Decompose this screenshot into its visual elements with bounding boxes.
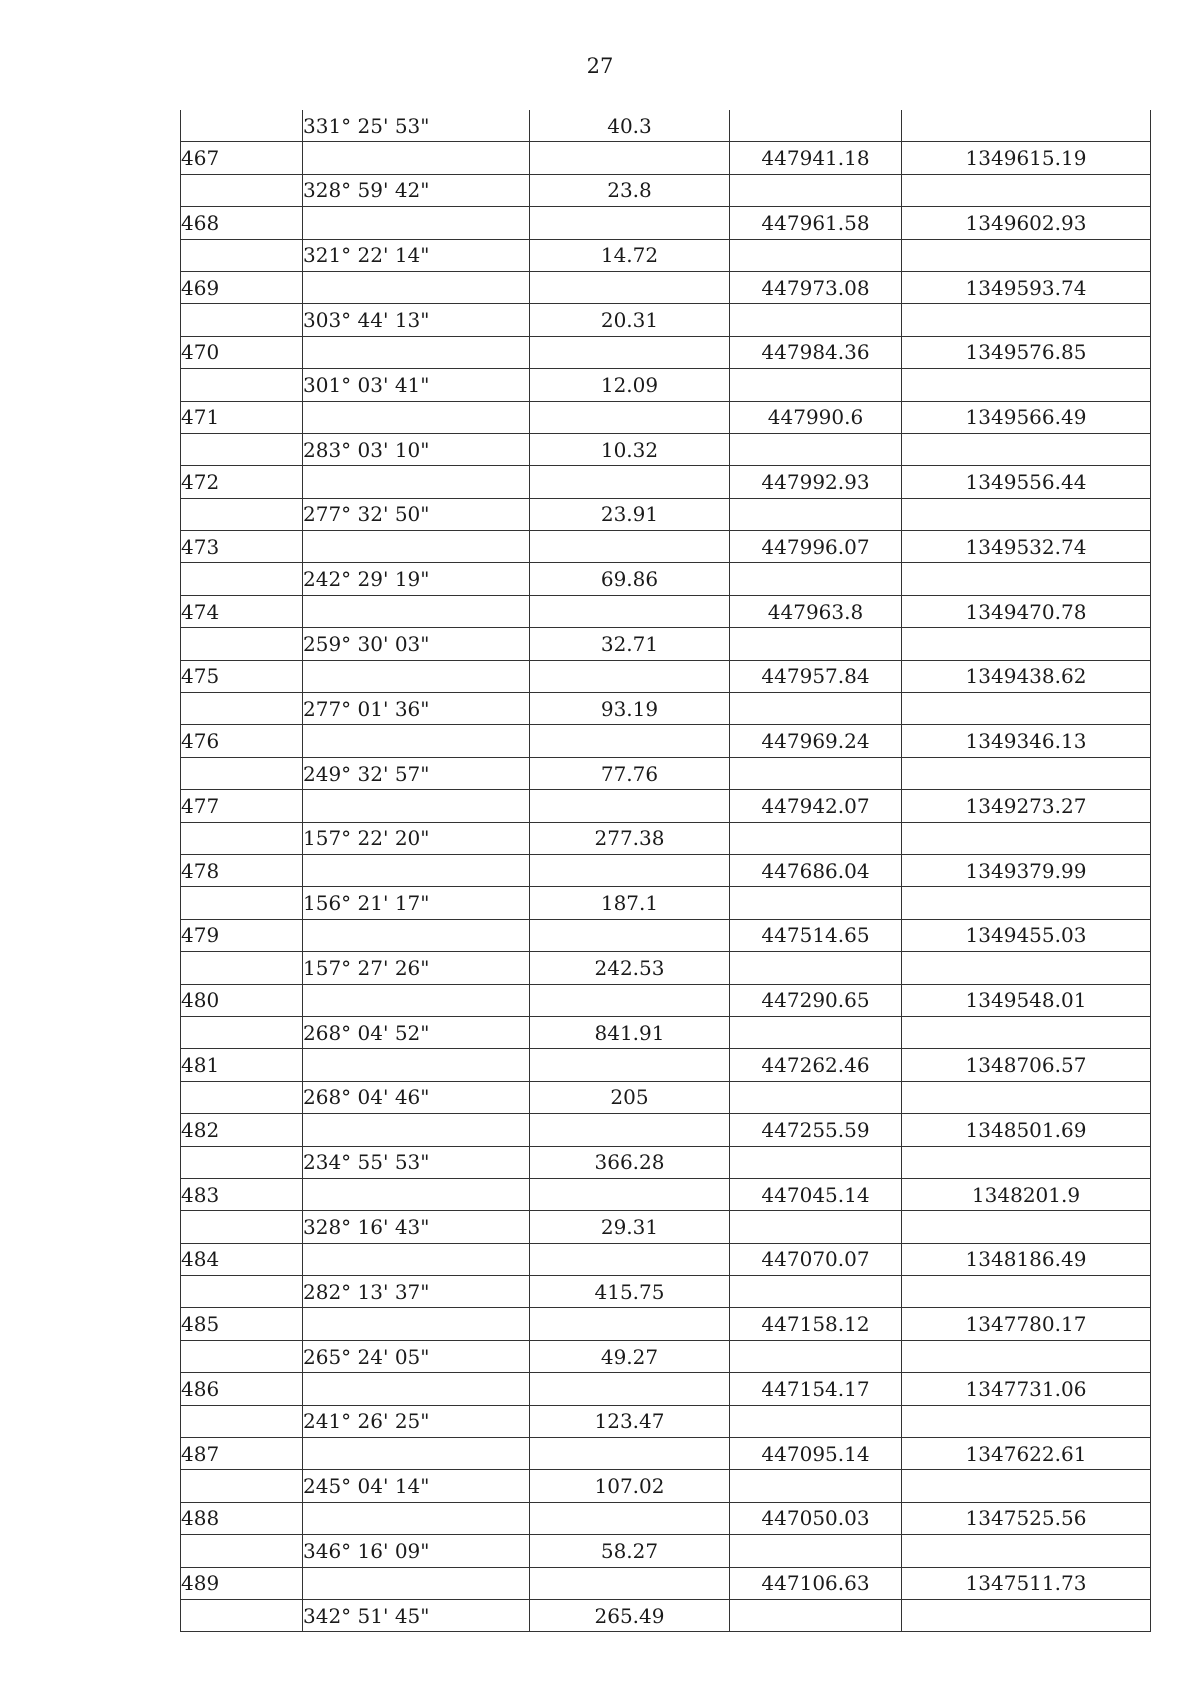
x-coordinate-cell: 447942.07 [730,790,902,822]
empty-cell [181,757,303,789]
empty-cell [181,369,303,401]
empty-cell [181,1470,303,1502]
empty-cell [181,1340,303,1372]
y-coordinate-cell: 1347511.73 [902,1567,1151,1599]
x-coordinate-cell: 447255.59 [730,1114,902,1146]
point-id-cell: 485 [181,1308,303,1340]
segment-row [181,1470,1151,1502]
empty-cell [530,854,730,886]
x-coordinate-cell: 447941.18 [730,142,902,174]
point-id-cell: 469 [181,271,303,303]
point-id-cell: 481 [181,1049,303,1081]
page-number: 27 [586,54,614,78]
y-coordinate-cell: 1348501.69 [902,1114,1151,1146]
bearing-cell: 234° 55' 53" [303,1146,530,1178]
segment-row [181,1016,1151,1048]
segment-row [181,822,1151,854]
empty-cell [303,854,530,886]
y-coordinate-cell: 1349532.74 [902,531,1151,563]
segment-row [181,887,1151,919]
empty-cell [730,822,902,854]
empty-cell [181,1276,303,1308]
point-row [181,790,1151,822]
empty-cell [181,1146,303,1178]
segment-row [181,1535,1151,1567]
bearing-cell: 268° 04' 46" [303,1081,530,1113]
empty-cell [730,239,902,271]
point-row [181,1438,1151,1470]
empty-cell [530,1502,730,1534]
bearing-cell: 268° 04' 52" [303,1016,530,1048]
empty-cell [530,1373,730,1405]
empty-cell [303,1049,530,1081]
empty-cell [530,1114,730,1146]
distance-cell: 29.31 [530,1211,730,1243]
point-row [181,466,1151,498]
empty-cell [303,466,530,498]
distance-cell: 20.31 [530,304,730,336]
x-coordinate-cell: 447973.08 [730,271,902,303]
empty-cell [730,1599,902,1631]
distance-cell: 77.76 [530,757,730,789]
bearing-cell: 277° 32' 50" [303,498,530,530]
empty-cell [303,1502,530,1534]
y-coordinate-cell: 1347731.06 [902,1373,1151,1405]
empty-cell [730,757,902,789]
segment-row [181,1405,1151,1437]
point-id-cell: 478 [181,854,303,886]
empty-cell [902,174,1151,206]
empty-cell [303,336,530,368]
empty-cell [303,790,530,822]
empty-cell [303,1373,530,1405]
empty-cell [902,1211,1151,1243]
empty-cell [303,207,530,239]
empty-cell [902,887,1151,919]
segment-row [181,952,1151,984]
empty-cell [902,628,1151,660]
point-id-cell: 475 [181,660,303,692]
empty-cell [181,304,303,336]
empty-cell [530,336,730,368]
empty-cell [730,952,902,984]
point-row [181,660,1151,692]
empty-cell [303,1308,530,1340]
empty-cell [902,1146,1151,1178]
empty-cell [902,563,1151,595]
empty-cell [530,1308,730,1340]
empty-cell [730,369,902,401]
empty-cell [303,1438,530,1470]
empty-cell [303,984,530,1016]
point-row [181,1049,1151,1081]
x-coordinate-cell: 447961.58 [730,207,902,239]
empty-cell [530,984,730,1016]
distance-cell: 265.49 [530,1599,730,1631]
empty-cell [902,433,1151,465]
y-coordinate-cell: 1349593.74 [902,271,1151,303]
y-coordinate-cell: 1347622.61 [902,1438,1151,1470]
bearing-cell: 157° 22' 20" [303,822,530,854]
empty-cell [902,1405,1151,1437]
point-row [181,1243,1151,1275]
distance-cell: 107.02 [530,1470,730,1502]
distance-cell: 93.19 [530,693,730,725]
x-coordinate-cell: 447154.17 [730,1373,902,1405]
empty-cell [902,822,1151,854]
segment-row [181,110,1151,142]
empty-cell [730,1146,902,1178]
y-coordinate-cell: 1349438.62 [902,660,1151,692]
segment-row [181,239,1151,271]
empty-cell [730,1470,902,1502]
empty-cell [181,174,303,206]
point-id-cell: 477 [181,790,303,822]
point-id-cell: 479 [181,919,303,951]
empty-cell [902,369,1151,401]
empty-cell [530,142,730,174]
empty-cell [730,110,902,142]
empty-cell [303,595,530,627]
empty-cell [730,433,902,465]
y-coordinate-cell: 1349346.13 [902,725,1151,757]
empty-cell [902,1340,1151,1372]
x-coordinate-cell: 447984.36 [730,336,902,368]
survey-coordinates-table [180,110,1151,1632]
empty-cell [730,1016,902,1048]
empty-cell [530,207,730,239]
empty-cell [902,1016,1151,1048]
point-row [181,595,1151,627]
y-coordinate-cell: 1349576.85 [902,336,1151,368]
x-coordinate-cell: 447992.93 [730,466,902,498]
point-id-cell: 489 [181,1567,303,1599]
empty-cell [730,628,902,660]
point-id-cell: 474 [181,595,303,627]
point-id-cell: 486 [181,1373,303,1405]
x-coordinate-cell: 447996.07 [730,531,902,563]
x-coordinate-cell: 447158.12 [730,1308,902,1340]
distance-cell: 23.8 [530,174,730,206]
x-coordinate-cell: 447963.8 [730,595,902,627]
segment-row [181,1599,1151,1631]
y-coordinate-cell: 1348186.49 [902,1243,1151,1275]
distance-cell: 49.27 [530,1340,730,1372]
bearing-cell: 321° 22' 14" [303,239,530,271]
bearing-cell: 277° 01' 36" [303,693,530,725]
empty-cell [530,531,730,563]
bearing-cell: 245° 04' 14" [303,1470,530,1502]
empty-cell [730,174,902,206]
empty-cell [902,110,1151,142]
point-row [181,336,1151,368]
empty-cell [181,239,303,271]
empty-cell [730,693,902,725]
y-coordinate-cell: 1349455.03 [902,919,1151,951]
x-coordinate-cell: 447514.65 [730,919,902,951]
empty-cell [181,498,303,530]
empty-cell [530,595,730,627]
bearing-cell: 157° 27' 26" [303,952,530,984]
empty-cell [181,433,303,465]
survey-table-body [181,110,1151,1632]
segment-row [181,757,1151,789]
empty-cell [303,1243,530,1275]
distance-cell: 14.72 [530,239,730,271]
empty-cell [730,498,902,530]
x-coordinate-cell: 447106.63 [730,1567,902,1599]
x-coordinate-cell: 447070.07 [730,1243,902,1275]
point-id-cell: 468 [181,207,303,239]
segment-row [181,628,1151,660]
empty-cell [530,466,730,498]
empty-cell [902,757,1151,789]
empty-cell [530,725,730,757]
y-coordinate-cell: 1348201.9 [902,1178,1151,1210]
empty-cell [902,693,1151,725]
distance-cell: 205 [530,1081,730,1113]
point-id-cell: 484 [181,1243,303,1275]
empty-cell [530,1567,730,1599]
segment-row [181,498,1151,530]
empty-cell [730,1211,902,1243]
segment-row [181,693,1151,725]
empty-cell [303,271,530,303]
empty-cell [730,887,902,919]
empty-cell [181,628,303,660]
y-coordinate-cell: 1349273.27 [902,790,1151,822]
segment-row [181,563,1151,595]
distance-cell: 123.47 [530,1405,730,1437]
bearing-cell: 283° 03' 10" [303,433,530,465]
point-id-cell: 467 [181,142,303,174]
x-coordinate-cell: 447050.03 [730,1502,902,1534]
empty-cell [902,1470,1151,1502]
empty-cell [530,919,730,951]
y-coordinate-cell: 1349602.93 [902,207,1151,239]
point-id-cell: 488 [181,1502,303,1534]
empty-cell [303,142,530,174]
point-id-cell: 472 [181,466,303,498]
empty-cell [181,1405,303,1437]
point-id-cell: 470 [181,336,303,368]
distance-cell: 242.53 [530,952,730,984]
empty-cell [730,1081,902,1113]
empty-cell [730,304,902,336]
y-coordinate-cell: 1349548.01 [902,984,1151,1016]
point-id-cell: 471 [181,401,303,433]
empty-cell [303,1178,530,1210]
segment-row [181,1081,1151,1113]
distance-cell: 841.91 [530,1016,730,1048]
distance-cell: 32.71 [530,628,730,660]
x-coordinate-cell: 447990.6 [730,401,902,433]
empty-cell [530,1178,730,1210]
empty-cell [530,1438,730,1470]
bearing-cell: 303° 44' 13" [303,304,530,336]
empty-cell [181,693,303,725]
x-coordinate-cell: 447045.14 [730,1178,902,1210]
empty-cell [902,1535,1151,1567]
distance-cell: 277.38 [530,822,730,854]
segment-row [181,369,1151,401]
empty-cell [530,1049,730,1081]
x-coordinate-cell: 447686.04 [730,854,902,886]
empty-cell [181,1081,303,1113]
bearing-cell: 242° 29' 19" [303,563,530,595]
empty-cell [181,1535,303,1567]
distance-cell: 187.1 [530,887,730,919]
empty-cell [730,1405,902,1437]
x-coordinate-cell: 447969.24 [730,725,902,757]
point-id-cell: 476 [181,725,303,757]
distance-cell: 23.91 [530,498,730,530]
point-row [181,1373,1151,1405]
point-row [181,725,1151,757]
y-coordinate-cell: 1349470.78 [902,595,1151,627]
x-coordinate-cell: 447290.65 [730,984,902,1016]
empty-cell [902,239,1151,271]
bearing-cell: 331° 25' 53" [303,110,530,142]
bearing-cell: 265° 24' 05" [303,1340,530,1372]
empty-cell [181,110,303,142]
empty-cell [902,952,1151,984]
point-id-cell: 480 [181,984,303,1016]
y-coordinate-cell: 1347780.17 [902,1308,1151,1340]
x-coordinate-cell: 447262.46 [730,1049,902,1081]
point-row [181,1114,1151,1146]
segment-row [181,1340,1151,1372]
segment-row [181,1211,1151,1243]
empty-cell [902,1081,1151,1113]
empty-cell [730,563,902,595]
empty-cell [902,1276,1151,1308]
empty-cell [181,1016,303,1048]
empty-cell [530,790,730,822]
y-coordinate-cell: 1349566.49 [902,401,1151,433]
bearing-cell: 249° 32' 57" [303,757,530,789]
distance-cell: 366.28 [530,1146,730,1178]
point-row [181,142,1151,174]
point-row [181,1567,1151,1599]
empty-cell [730,1276,902,1308]
empty-cell [530,271,730,303]
empty-cell [530,1243,730,1275]
empty-cell [303,660,530,692]
bearing-cell: 346° 16' 09" [303,1535,530,1567]
y-coordinate-cell: 1349379.99 [902,854,1151,886]
empty-cell [303,725,530,757]
distance-cell: 12.09 [530,369,730,401]
bearing-cell: 259° 30' 03" [303,628,530,660]
bearing-cell: 328° 16' 43" [303,1211,530,1243]
empty-cell [730,1535,902,1567]
empty-cell [303,1567,530,1599]
x-coordinate-cell: 447957.84 [730,660,902,692]
point-row [181,271,1151,303]
point-row [181,207,1151,239]
empty-cell [303,401,530,433]
empty-cell [530,401,730,433]
point-id-cell: 473 [181,531,303,563]
empty-cell [181,1599,303,1631]
point-id-cell: 483 [181,1178,303,1210]
segment-row [181,1146,1151,1178]
distance-cell: 415.75 [530,1276,730,1308]
empty-cell [181,887,303,919]
empty-cell [530,660,730,692]
empty-cell [902,304,1151,336]
empty-cell [303,1114,530,1146]
bearing-cell: 301° 03' 41" [303,369,530,401]
point-row [181,984,1151,1016]
empty-cell [902,1599,1151,1631]
segment-row [181,304,1151,336]
point-row [181,531,1151,563]
segment-row [181,433,1151,465]
y-coordinate-cell: 1348706.57 [902,1049,1151,1081]
distance-cell: 10.32 [530,433,730,465]
empty-cell [181,822,303,854]
point-row [181,1178,1151,1210]
bearing-cell: 328° 59' 42" [303,174,530,206]
point-row [181,1308,1151,1340]
empty-cell [181,1211,303,1243]
empty-cell [902,498,1151,530]
point-id-cell: 487 [181,1438,303,1470]
distance-cell: 69.86 [530,563,730,595]
empty-cell [730,1340,902,1372]
y-coordinate-cell: 1349556.44 [902,466,1151,498]
point-row [181,919,1151,951]
x-coordinate-cell: 447095.14 [730,1438,902,1470]
y-coordinate-cell: 1349615.19 [902,142,1151,174]
bearing-cell: 156° 21' 17" [303,887,530,919]
y-coordinate-cell: 1347525.56 [902,1502,1151,1534]
empty-cell [181,952,303,984]
empty-cell [181,563,303,595]
empty-cell [303,919,530,951]
segment-row [181,1276,1151,1308]
segment-row [181,174,1151,206]
bearing-cell: 282° 13' 37" [303,1276,530,1308]
bearing-cell: 241° 26' 25" [303,1405,530,1437]
point-row [181,1502,1151,1534]
point-row [181,854,1151,886]
bearing-cell: 342° 51' 45" [303,1599,530,1631]
point-row [181,401,1151,433]
distance-cell: 40.3 [530,110,730,142]
distance-cell: 58.27 [530,1535,730,1567]
empty-cell [303,531,530,563]
point-id-cell: 482 [181,1114,303,1146]
